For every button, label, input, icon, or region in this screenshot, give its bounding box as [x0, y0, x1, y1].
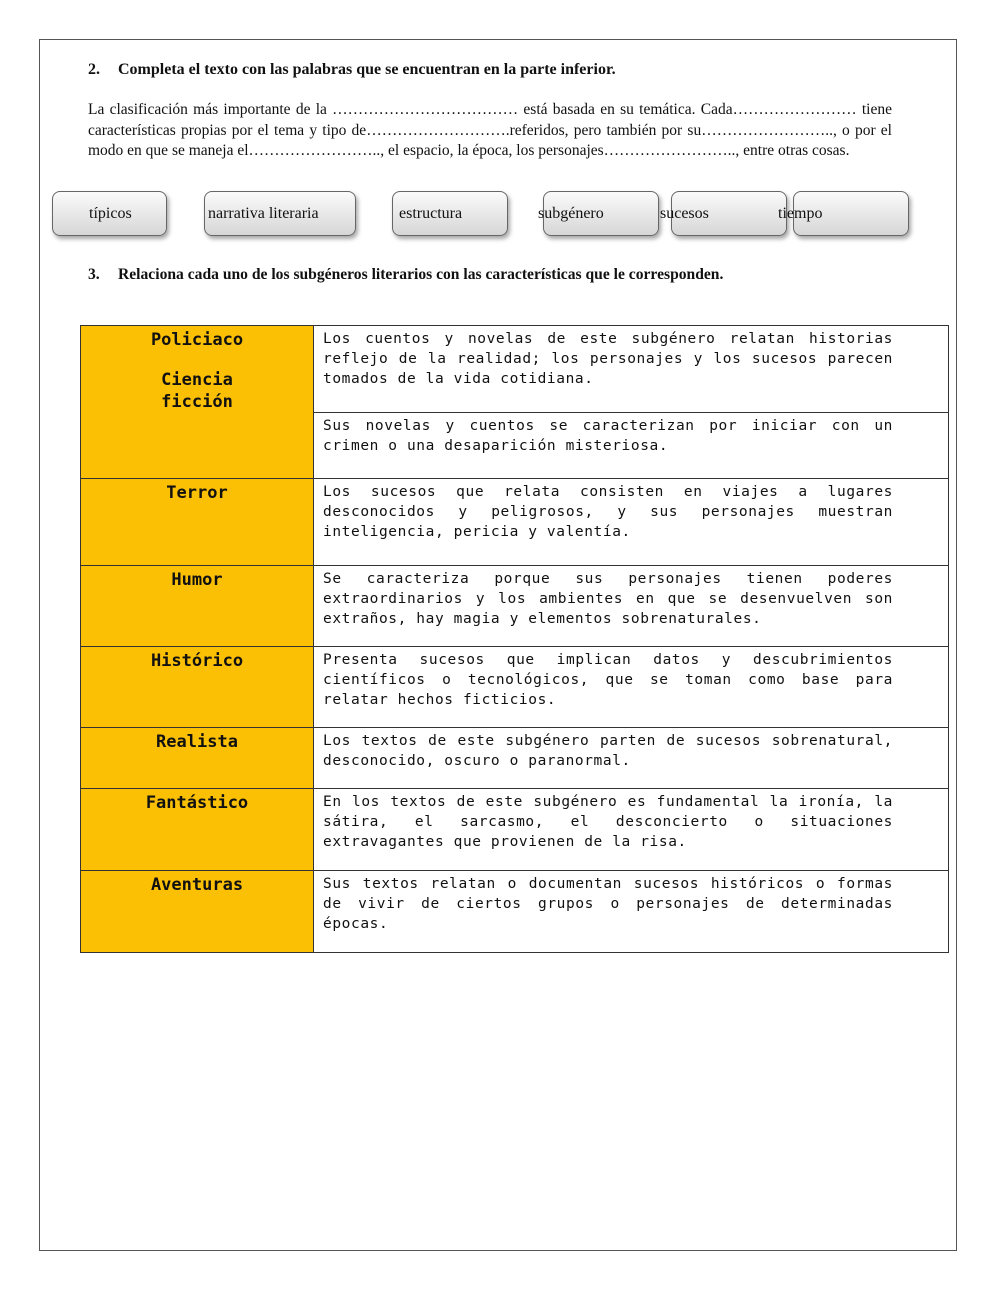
genre-cell[interactable] — [81, 647, 314, 728]
table-row — [81, 871, 949, 953]
matching-table — [80, 325, 949, 953]
genre-label-humor: Humor — [171, 570, 223, 590]
genre-label-policiaco: Policiaco — [150, 330, 244, 350]
description-cell[interactable]: Los sucesos que relata consisten en viajes a lugares desconocidos y peligrosos, y sus personajes muestran inteligencia, pericia y valentía. — [314, 479, 949, 566]
word-chip-estructura[interactable]: estructura — [392, 191, 508, 236]
word-chip-subgenero[interactable]: subgénero — [543, 191, 659, 236]
exercise-2-number: 2. — [88, 61, 100, 78]
exercise-2-heading — [88, 61, 616, 79]
description-cell[interactable]: En los textos de este subgénero es fundamental la ironía, la sátira, el sarcasmo, el desconcierto o situaciones extravagantes que provienen de la risa. — [314, 789, 949, 871]
genre-label-fantastico: Fantástico — [145, 793, 249, 813]
genre-label-historico: Histórico — [150, 651, 244, 671]
genre-cell[interactable] — [81, 728, 314, 789]
table-row — [81, 326, 949, 413]
genre-label-aventuras: Aventuras — [150, 875, 244, 895]
word-chip-tiempo[interactable]: tiempo — [793, 191, 909, 236]
description-cell[interactable]: Sus textos relatan o documentan sucesos históricos o formas de vivir de ciertos grupos o personajes de determinadas épocas. — [314, 871, 949, 953]
table-row — [81, 479, 949, 566]
table-row — [81, 789, 949, 871]
genre-cell[interactable] — [81, 871, 314, 953]
genre-label-ciencia-ficcion: Ciencia ficción — [161, 370, 233, 412]
exercise-3-instruction: Relaciona cada uno de los subgéneros literarios con las características que le corresponden. — [118, 266, 724, 283]
description-cell[interactable]: Los cuentos y novelas de este subgénero relatan historias reflejo de la realidad; los personajes y los sucesos parecen tomados de la vida cotidiana. — [314, 326, 949, 413]
exercise-2-instruction: Completa el texto con las palabras que se encuentran en la parte inferior. — [118, 61, 616, 78]
worksheet-page — [39, 39, 957, 1251]
genre-cell[interactable] — [81, 479, 314, 566]
genre-label-realista: Realista — [156, 732, 238, 752]
description-cell[interactable]: Presenta sucesos que implican datos y descubrimientos científicos o tecnológicos, que se toman como base para relatar hechos ficticios. — [314, 647, 949, 728]
description-cell[interactable]: Sus novelas y cuentos se caracterizan por iniciar con un crimen o una desaparición misteriosa. — [314, 413, 949, 479]
table-row — [81, 728, 949, 789]
genre-cell-group[interactable] — [81, 326, 314, 479]
table-row — [81, 566, 949, 647]
exercise-3-number: 3. — [88, 266, 100, 283]
genre-label-terror: Terror — [166, 483, 228, 503]
word-chip-narrativa-literaria[interactable]: narrativa literaria — [204, 191, 356, 236]
fill-in-paragraph: La clasificación más importante de la ……………………………… está basada en su temática. Cada…………………… tiene características propias por el tema y tipo de……………………….referidos, pero también por su…………………….., o por el modo en que se maneja el…………………….., el espacio, la época, los personajes…………………….., entre otras cosas. — [88, 101, 892, 160]
table-row — [81, 647, 949, 728]
genre-cell[interactable] — [81, 789, 314, 871]
word-chip-tipicos[interactable]: típicos — [52, 191, 167, 236]
description-cell[interactable]: Los textos de este subgénero parten de sucesos sobrenatural, desconocido, oscuro o paranormal. — [314, 728, 949, 789]
description-cell[interactable]: Se caracteriza porque sus personajes tienen poderes extraordinarios y los ambientes en que se desenvuelven son extraños, hay magia y elementos sobrenaturales. — [314, 566, 949, 647]
word-chip-sucesos[interactable]: sucesos — [671, 191, 787, 236]
exercise-3-heading — [88, 266, 723, 284]
genre-cell[interactable] — [81, 566, 314, 647]
